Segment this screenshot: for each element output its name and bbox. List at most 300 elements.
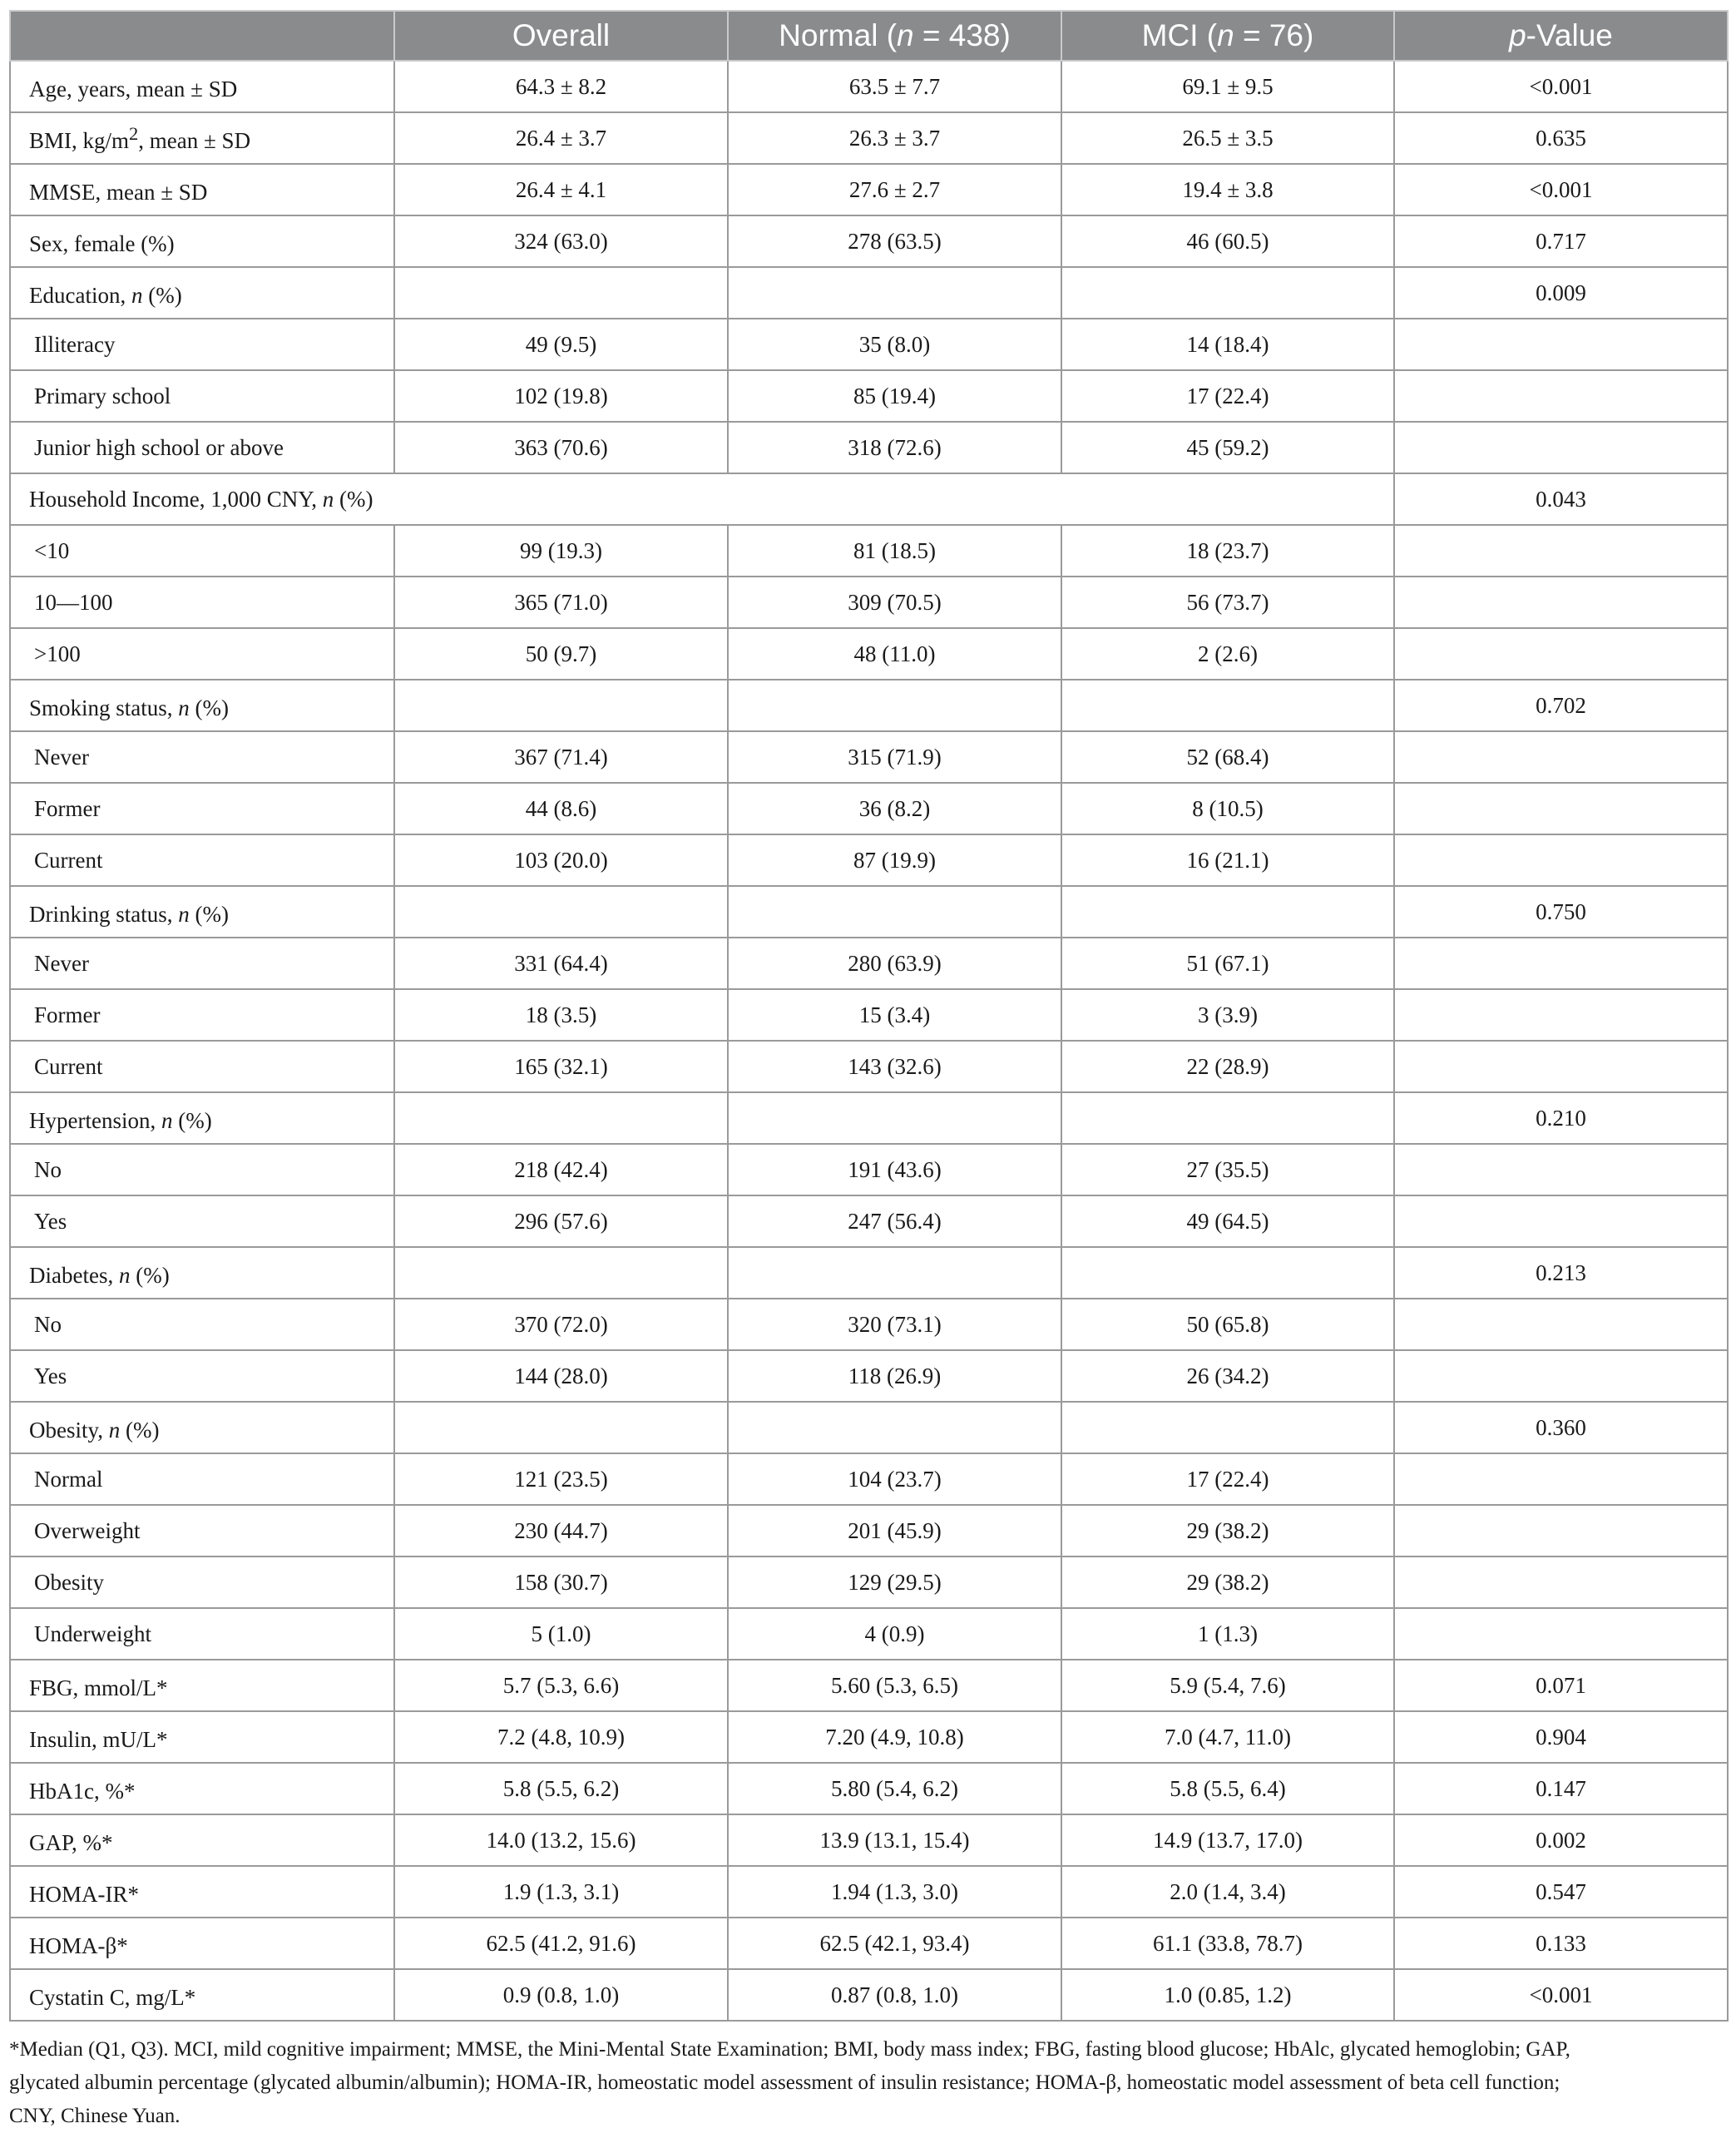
cell-pvalue — [1394, 628, 1728, 680]
cell-mci: 1.0 (0.85, 1.2) — [1061, 1969, 1394, 2021]
row-label-text: HOMA-β* — [29, 1933, 128, 1958]
cell-mci — [1061, 886, 1394, 938]
table-row — [10, 1144, 1728, 1195]
row-label — [10, 525, 394, 577]
table-row — [10, 1918, 1728, 1969]
table-row — [10, 1195, 1728, 1247]
table-row — [10, 112, 1728, 164]
cell-mci: 26.5 ± 3.5 — [1061, 112, 1394, 164]
row-label-text: Insulin, mU/L* — [29, 1726, 168, 1752]
cell-pvalue — [1394, 577, 1728, 628]
header-pvalue-p: p — [1509, 18, 1526, 52]
row-label-text: 10—100 — [34, 589, 113, 615]
cell-overall: 365 (71.0) — [394, 577, 728, 628]
row-label-suffix-2: , mean ± SD — [138, 127, 251, 153]
table-row — [10, 1556, 1728, 1608]
row-label-text: Overweight — [34, 1517, 141, 1543]
cell-overall: 218 (42.4) — [394, 1144, 728, 1195]
cell-pvalue: 0.133 — [1394, 1918, 1728, 1969]
cell-normal: 87 (19.9) — [728, 834, 1061, 886]
header-normal-post: = 438) — [913, 18, 1011, 52]
cell-pvalue: <0.001 — [1394, 164, 1728, 215]
cell-pvalue: 0.210 — [1394, 1092, 1728, 1144]
cell-overall — [394, 1247, 728, 1299]
cell-pvalue — [1394, 1144, 1728, 1195]
row-label — [10, 1608, 394, 1660]
cell-overall: 5 (1.0) — [394, 1608, 728, 1660]
cell-overall: 324 (63.0) — [394, 215, 728, 267]
row-label-text: Household Income, 1,000 CNY, — [29, 486, 323, 512]
cell-pvalue — [1394, 1556, 1728, 1608]
cell-pvalue — [1394, 1453, 1728, 1505]
cell-pvalue — [1394, 783, 1728, 834]
cell-normal — [728, 1402, 1061, 1453]
row-label-text: Sex, female (%) — [29, 230, 175, 256]
cell-overall: 158 (30.7) — [394, 1556, 728, 1608]
row-label-italic: n — [161, 1107, 173, 1133]
cell-mci: 69.1 ± 9.5 — [1061, 61, 1394, 112]
cell-overall: 14.0 (13.2, 15.6) — [394, 1814, 728, 1866]
cell-overall: 144 (28.0) — [394, 1350, 728, 1402]
cell-normal — [728, 1092, 1061, 1144]
cell-pvalue — [1394, 731, 1728, 783]
row-label — [10, 1918, 394, 1969]
cell-pvalue — [1394, 1608, 1728, 1660]
cell-pvalue — [1394, 370, 1728, 422]
row-label-text: Underweight — [34, 1621, 151, 1646]
cell-normal: 315 (71.9) — [728, 731, 1061, 783]
table-row — [10, 164, 1728, 215]
cell-overall: 296 (57.6) — [394, 1195, 728, 1247]
cell-overall: 99 (19.3) — [394, 525, 728, 577]
cell-mci: 14 (18.4) — [1061, 319, 1394, 370]
table-row — [10, 215, 1728, 267]
cell-overall: 62.5 (41.2, 91.6) — [394, 1918, 728, 1969]
cell-pvalue — [1394, 938, 1728, 989]
table-row — [10, 783, 1728, 834]
row-label-suffix: (%) — [142, 282, 182, 308]
row-label — [10, 731, 394, 783]
header-mci-post: = 76) — [1234, 18, 1314, 52]
table-row — [10, 989, 1728, 1041]
row-label — [10, 422, 394, 473]
cell-overall: 50 (9.7) — [394, 628, 728, 680]
row-label-text: Never — [34, 950, 89, 976]
cell-normal — [728, 680, 1061, 731]
cell-overall: 331 (64.4) — [394, 938, 728, 989]
row-label — [10, 886, 394, 938]
cell-pvalue — [1394, 1350, 1728, 1402]
table-row — [10, 1505, 1728, 1556]
footnote-line-2: glycated albumin percentage (glycated albumin/albumin); HOMA-IR, homeostatic model assessment of insulin resistance; HOMA-β, homeostatic model assessment of beta cell function; — [9, 2071, 1560, 2094]
header-mci-pre: MCI ( — [1141, 18, 1218, 52]
row-label-suffix: (%) — [189, 901, 229, 927]
row-label-suffix: (%) — [130, 1262, 170, 1288]
header-blank — [10, 11, 394, 61]
row-label — [10, 1247, 394, 1299]
row-label — [10, 1195, 394, 1247]
cell-pvalue: 0.904 — [1394, 1711, 1728, 1763]
row-label-suffix: (%) — [189, 695, 230, 720]
cell-overall: 102 (19.8) — [394, 370, 728, 422]
row-label-text: No — [34, 1156, 62, 1182]
cell-mci: 22 (28.9) — [1061, 1041, 1394, 1092]
row-label — [10, 164, 394, 215]
table-row — [10, 1041, 1728, 1092]
cell-mci — [1061, 1247, 1394, 1299]
cell-normal — [728, 267, 1061, 319]
cell-overall: 165 (32.1) — [394, 1041, 728, 1092]
cell-pvalue — [1394, 525, 1728, 577]
row-label — [10, 1763, 394, 1814]
header-row — [10, 11, 1728, 61]
cell-overall — [394, 1092, 728, 1144]
table-row — [10, 267, 1728, 319]
cell-mci: 5.9 (5.4, 7.6) — [1061, 1660, 1394, 1711]
row-label — [10, 938, 394, 989]
row-label — [10, 215, 394, 267]
row-label — [10, 1144, 394, 1195]
cell-pvalue — [1394, 1299, 1728, 1350]
cell-overall: 44 (8.6) — [394, 783, 728, 834]
row-label-text: Yes — [34, 1363, 67, 1388]
table-row — [10, 1763, 1728, 1814]
cell-overall: 0.9 (0.8, 1.0) — [394, 1969, 728, 2021]
cell-overall: 367 (71.4) — [394, 731, 728, 783]
cell-mci: 29 (38.2) — [1061, 1556, 1394, 1608]
row-label — [10, 1866, 394, 1918]
footnote-line-3: CNY, Chinese Yuan. — [9, 2105, 181, 2127]
cell-normal: 278 (63.5) — [728, 215, 1061, 267]
table-row — [10, 1092, 1728, 1144]
row-label — [10, 783, 394, 834]
cell-pvalue: 0.002 — [1394, 1814, 1728, 1866]
row-label-text: Former — [34, 795, 101, 821]
row-label-superscript: 2 — [129, 122, 139, 144]
cell-pvalue: 0.043 — [1394, 473, 1728, 525]
table-row — [10, 1969, 1728, 2021]
table-row — [10, 1608, 1728, 1660]
header-normal — [728, 11, 1061, 61]
table-row — [10, 938, 1728, 989]
cell-normal: 13.9 (13.1, 15.4) — [728, 1814, 1061, 1866]
cell-overall: 5.8 (5.5, 6.2) — [394, 1763, 728, 1814]
cell-normal: 5.60 (5.3, 6.5) — [728, 1660, 1061, 1711]
table-row — [10, 1814, 1728, 1866]
row-label — [10, 628, 394, 680]
cell-mci: 61.1 (33.8, 78.7) — [1061, 1918, 1394, 1969]
row-label-text: MMSE, mean ± SD — [29, 179, 208, 205]
row-label-text: Junior high school or above — [34, 434, 284, 460]
row-label-italic: n — [322, 486, 334, 512]
row-label — [10, 267, 394, 319]
cell-overall: 363 (70.6) — [394, 422, 728, 473]
cell-pvalue: 0.009 — [1394, 267, 1728, 319]
row-label — [10, 989, 394, 1041]
cell-pvalue — [1394, 1505, 1728, 1556]
table-row — [10, 628, 1728, 680]
cell-normal: 62.5 (42.1, 93.4) — [728, 1918, 1061, 1969]
cell-mci: 18 (23.7) — [1061, 525, 1394, 577]
row-label-italic: n — [108, 1417, 121, 1443]
table-row — [10, 886, 1728, 938]
row-label — [10, 1041, 394, 1092]
cell-pvalue — [1394, 319, 1728, 370]
cell-normal: 7.20 (4.9, 10.8) — [728, 1711, 1061, 1763]
cell-mci: 26 (34.2) — [1061, 1350, 1394, 1402]
cell-normal: 5.80 (5.4, 6.2) — [728, 1763, 1061, 1814]
cell-normal: 35 (8.0) — [728, 319, 1061, 370]
cell-normal — [728, 1247, 1061, 1299]
row-label-text: Drinking status, — [29, 901, 179, 927]
row-label-text: <10 — [34, 537, 70, 563]
table-row — [10, 1350, 1728, 1402]
row-label-text: HbA1c, %* — [29, 1778, 136, 1804]
row-label — [10, 1660, 394, 1711]
cell-mci — [1061, 1402, 1394, 1453]
row-label — [10, 319, 394, 370]
row-label-text: Illiteracy — [34, 331, 116, 357]
row-label-text: GAP, %* — [29, 1829, 113, 1855]
table-row — [10, 1453, 1728, 1505]
cell-normal: 118 (26.9) — [728, 1350, 1061, 1402]
cell-mci: 29 (38.2) — [1061, 1505, 1394, 1556]
row-label-italic: n — [118, 1262, 131, 1288]
cell-normal: 27.6 ± 2.7 — [728, 164, 1061, 215]
header-pvalue-post: -Value — [1526, 18, 1613, 52]
cell-mci: 14.9 (13.7, 17.0) — [1061, 1814, 1394, 1866]
cell-mci: 56 (73.7) — [1061, 577, 1394, 628]
header-pvalue — [1394, 11, 1728, 61]
row-label-text: Never — [34, 744, 89, 770]
cell-overall: 370 (72.0) — [394, 1299, 728, 1350]
cell-overall: 18 (3.5) — [394, 989, 728, 1041]
cell-normal: 0.87 (0.8, 1.0) — [728, 1969, 1061, 2021]
row-label-text: Former — [34, 1002, 101, 1027]
row-label — [10, 61, 394, 112]
header-mci-n: n — [1217, 18, 1234, 52]
cell-overall: 5.7 (5.3, 6.6) — [394, 1660, 728, 1711]
row-label-text: HOMA-IR* — [29, 1881, 139, 1907]
row-label-text: No — [34, 1311, 62, 1337]
cell-mci — [1061, 267, 1394, 319]
row-label — [10, 1505, 394, 1556]
row-label — [10, 473, 1394, 525]
cell-overall: 64.3 ± 8.2 — [394, 61, 728, 112]
row-label-suffix: (%) — [120, 1417, 160, 1443]
cell-mci: 7.0 (4.7, 11.0) — [1061, 1711, 1394, 1763]
cell-normal: 63.5 ± 7.7 — [728, 61, 1061, 112]
row-label — [10, 577, 394, 628]
cell-normal: 1.94 (1.3, 3.0) — [728, 1866, 1061, 1918]
cell-overall: 7.2 (4.8, 10.9) — [394, 1711, 728, 1763]
row-label-italic: n — [131, 282, 143, 308]
cell-pvalue: 0.213 — [1394, 1247, 1728, 1299]
cell-pvalue: 0.635 — [1394, 112, 1728, 164]
row-label — [10, 112, 394, 164]
row-label-text: Age, years, mean ± SD — [29, 76, 238, 101]
row-label-suffix: (%) — [334, 486, 373, 512]
row-label-text: BMI, kg/m — [29, 127, 130, 153]
cell-pvalue: 0.717 — [1394, 215, 1728, 267]
cell-pvalue — [1394, 989, 1728, 1041]
cell-overall — [394, 680, 728, 731]
cell-overall: 49 (9.5) — [394, 319, 728, 370]
row-label — [10, 834, 394, 886]
cell-mci: 2 (2.6) — [1061, 628, 1394, 680]
row-label — [10, 1556, 394, 1608]
cell-normal — [728, 886, 1061, 938]
cell-overall: 1.9 (1.3, 3.1) — [394, 1866, 728, 1918]
cell-overall — [394, 1402, 728, 1453]
header-normal-pre: Normal ( — [779, 18, 898, 52]
cell-overall — [394, 267, 728, 319]
cell-mci: 49 (64.5) — [1061, 1195, 1394, 1247]
cell-normal: 15 (3.4) — [728, 989, 1061, 1041]
cell-normal: 309 (70.5) — [728, 577, 1061, 628]
characteristics-table — [9, 10, 1729, 2022]
table-row — [10, 680, 1728, 731]
cell-pvalue: 0.702 — [1394, 680, 1728, 731]
table-row — [10, 1660, 1728, 1711]
cell-normal: 201 (45.9) — [728, 1505, 1061, 1556]
header-mci — [1061, 11, 1394, 61]
cell-mci: 2.0 (1.4, 3.4) — [1061, 1866, 1394, 1918]
header-normal-n: n — [897, 18, 914, 52]
cell-mci: 45 (59.2) — [1061, 422, 1394, 473]
row-label — [10, 1814, 394, 1866]
row-label-text: Obesity, — [29, 1417, 109, 1443]
cell-overall: 230 (44.7) — [394, 1505, 728, 1556]
table-row — [10, 422, 1728, 473]
table-row — [10, 473, 1728, 525]
table-body — [10, 61, 1728, 2021]
cell-normal: 191 (43.6) — [728, 1144, 1061, 1195]
row-label-italic: n — [178, 901, 190, 927]
cell-normal: 320 (73.1) — [728, 1299, 1061, 1350]
footnote — [9, 2033, 1727, 2133]
row-label-text: Diabetes, — [29, 1262, 119, 1288]
row-label-text: Smoking status, — [29, 695, 179, 720]
cell-pvalue: 0.071 — [1394, 1660, 1728, 1711]
cell-normal: 48 (11.0) — [728, 628, 1061, 680]
table-row — [10, 525, 1728, 577]
row-label — [10, 1402, 394, 1453]
cell-normal: 318 (72.6) — [728, 422, 1061, 473]
row-label-italic: n — [178, 695, 190, 720]
row-label — [10, 1453, 394, 1505]
cell-pvalue: 0.360 — [1394, 1402, 1728, 1453]
cell-mci: 16 (21.1) — [1061, 834, 1394, 886]
cell-normal: 104 (23.7) — [728, 1453, 1061, 1505]
cell-mci: 8 (10.5) — [1061, 783, 1394, 834]
row-label-text: >100 — [34, 641, 81, 666]
table-row — [10, 370, 1728, 422]
cell-mci: 27 (35.5) — [1061, 1144, 1394, 1195]
row-label — [10, 1711, 394, 1763]
row-label-suffix: (%) — [172, 1107, 212, 1133]
row-label-text: Hypertension, — [29, 1107, 161, 1133]
cell-mci: 17 (22.4) — [1061, 370, 1394, 422]
row-label-text: Normal — [34, 1466, 103, 1492]
cell-mci — [1061, 680, 1394, 731]
table-row — [10, 1247, 1728, 1299]
row-label-text: FBG, mmol/L* — [29, 1675, 168, 1700]
cell-overall: 103 (20.0) — [394, 834, 728, 886]
cell-pvalue — [1394, 422, 1728, 473]
cell-mci — [1061, 1092, 1394, 1144]
cell-overall — [394, 886, 728, 938]
row-label — [10, 370, 394, 422]
table-row — [10, 319, 1728, 370]
cell-overall: 26.4 ± 3.7 — [394, 112, 728, 164]
footnote-line-1: *Median (Q1, Q3). MCI, mild cognitive impairment; MMSE, the Mini-Mental State Examination; BMI, body mass index; FBG, fasting blood glucose; HbAlc, glycated hemoglobin; GAP, — [9, 2038, 1570, 2061]
cell-overall: 26.4 ± 4.1 — [394, 164, 728, 215]
cell-mci: 51 (67.1) — [1061, 938, 1394, 989]
cell-normal: 36 (8.2) — [728, 783, 1061, 834]
cell-normal: 4 (0.9) — [728, 1608, 1061, 1660]
cell-normal: 85 (19.4) — [728, 370, 1061, 422]
row-label-text: Obesity — [34, 1569, 104, 1595]
row-label-text: Education, — [29, 282, 131, 308]
cell-overall: 121 (23.5) — [394, 1453, 728, 1505]
cell-pvalue: <0.001 — [1394, 1969, 1728, 2021]
cell-pvalue — [1394, 834, 1728, 886]
cell-pvalue: 0.750 — [1394, 886, 1728, 938]
row-label — [10, 1350, 394, 1402]
cell-normal: 81 (18.5) — [728, 525, 1061, 577]
row-label-text: Current — [34, 847, 103, 873]
row-label — [10, 680, 394, 731]
cell-normal: 129 (29.5) — [728, 1556, 1061, 1608]
table-row — [10, 61, 1728, 112]
cell-mci: 1 (1.3) — [1061, 1608, 1394, 1660]
cell-pvalue: 0.147 — [1394, 1763, 1728, 1814]
row-label — [10, 1969, 394, 2021]
row-label — [10, 1092, 394, 1144]
cell-normal: 26.3 ± 3.7 — [728, 112, 1061, 164]
table-row — [10, 1866, 1728, 1918]
cell-mci: 5.8 (5.5, 6.4) — [1061, 1763, 1394, 1814]
row-label-text: Yes — [34, 1208, 67, 1234]
cell-pvalue: <0.001 — [1394, 61, 1728, 112]
cell-mci: 46 (60.5) — [1061, 215, 1394, 267]
table-container — [9, 10, 1727, 2022]
row-label-text: Primary school — [34, 383, 171, 408]
table-row — [10, 731, 1728, 783]
table-row — [10, 1299, 1728, 1350]
cell-mci: 3 (3.9) — [1061, 989, 1394, 1041]
cell-mci: 17 (22.4) — [1061, 1453, 1394, 1505]
header-overall: Overall — [394, 11, 728, 61]
cell-mci: 19.4 ± 3.8 — [1061, 164, 1394, 215]
cell-pvalue: 0.547 — [1394, 1866, 1728, 1918]
row-label-text: Cystatin C, mg/L* — [29, 1984, 196, 2010]
cell-normal: 247 (56.4) — [728, 1195, 1061, 1247]
row-label-text: Current — [34, 1053, 103, 1079]
cell-mci: 52 (68.4) — [1061, 731, 1394, 783]
cell-normal: 143 (32.6) — [728, 1041, 1061, 1092]
table-row — [10, 1711, 1728, 1763]
cell-mci: 50 (65.8) — [1061, 1299, 1394, 1350]
row-label — [10, 1299, 394, 1350]
cell-normal: 280 (63.9) — [728, 938, 1061, 989]
table-row — [10, 1402, 1728, 1453]
cell-pvalue — [1394, 1195, 1728, 1247]
table-row — [10, 834, 1728, 886]
cell-pvalue — [1394, 1041, 1728, 1092]
table-row — [10, 577, 1728, 628]
